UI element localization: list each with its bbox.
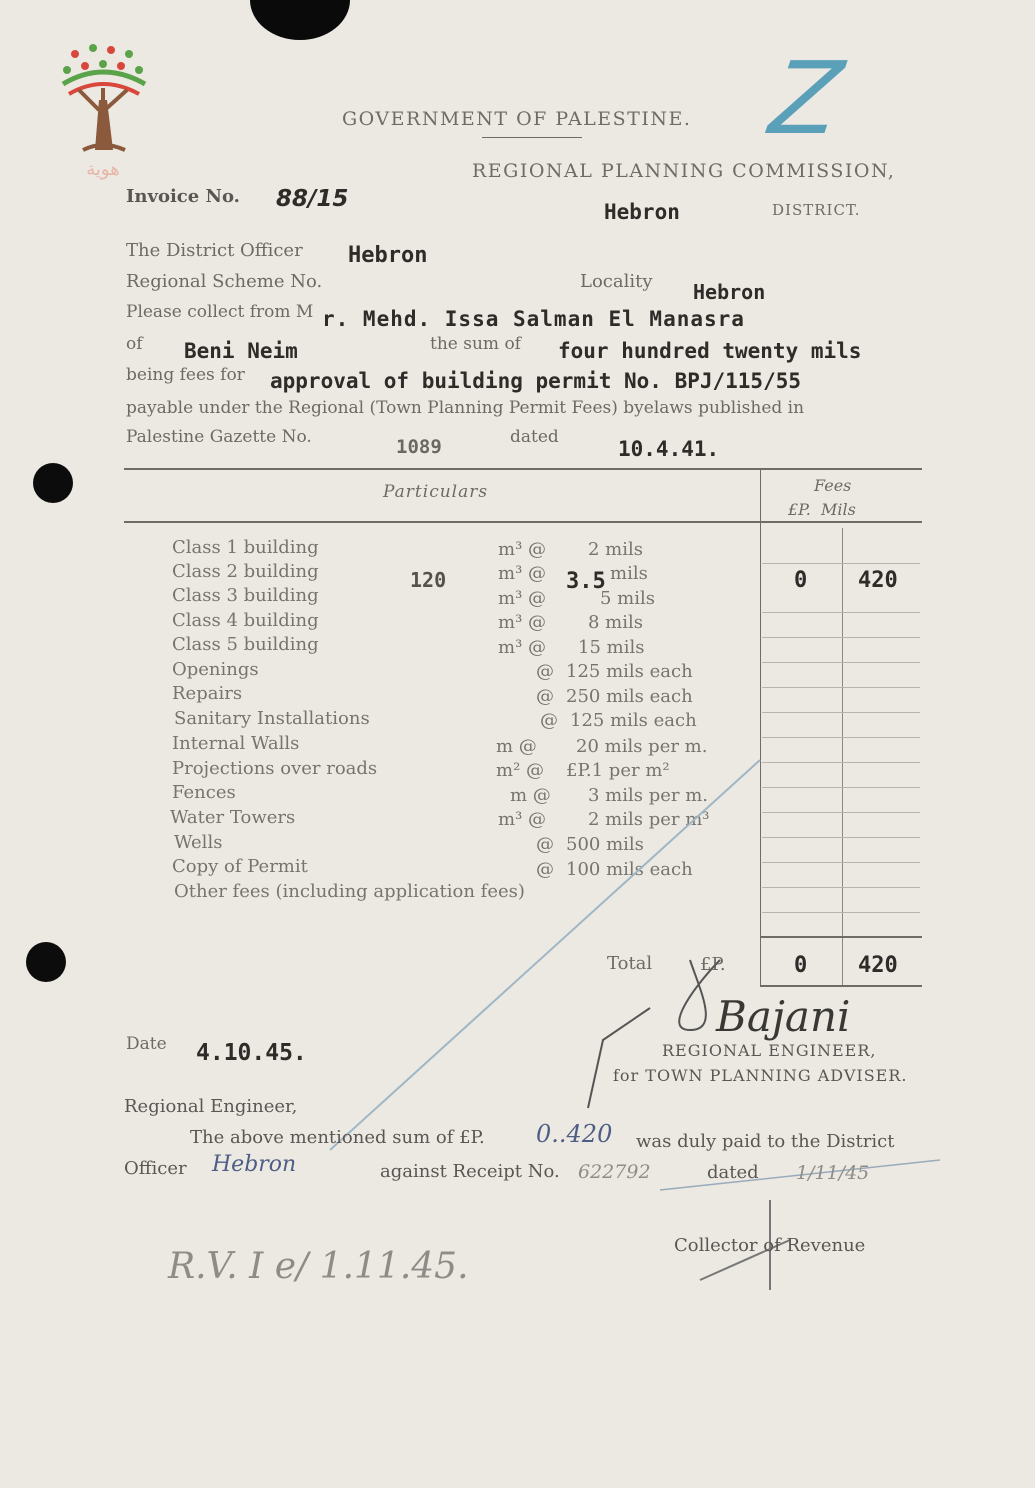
of-value: Beni Neim [184,339,298,363]
district-value: Hebron [604,200,680,224]
row-unit: m³ @ [498,539,547,560]
gazette-date: 10.4.41. [618,437,720,461]
row-label: Class 3 building [172,585,319,606]
row-unit: @ [536,686,554,707]
row-rate: 250 mils each [566,686,693,707]
collect-from-label: Please collect from M [126,302,314,322]
row-rate: 15 mils [578,637,645,658]
locality-value: Hebron [693,280,766,304]
row-label: Water Towers [170,807,296,828]
invoice-label: Invoice No. [126,186,240,207]
row-unit: @ [540,710,558,731]
locality-label: Locality [580,271,653,292]
date-value: 4.10.45. [196,1040,307,1066]
row-label: Repairs [172,683,243,704]
row-label: Class 2 building [172,561,319,582]
row-unit: m³ @ [498,588,547,609]
corner-mark: Z [763,40,849,157]
row-unit: @ [536,859,554,880]
being-fees-label: being fees for [126,365,245,385]
row-rate: 3 mils per m. [588,785,709,806]
paid-text-prefix: The above mentioned sum of £P. [190,1127,485,1148]
of-label: of [126,334,143,354]
regional-scheme-label: Regional Scheme No. [126,271,323,292]
row-unit: m³ @ [498,563,547,584]
row-rate: 5 mils [600,588,655,609]
row-label: Internal Walls [172,733,300,754]
total-pounds: 0 [794,953,808,978]
being-fees-value: approval of building permit No. BPJ/115/55 [270,369,802,393]
engineer-signature: Bajani [716,992,851,1041]
district-label: DISTRICT. [772,201,861,219]
row-rate: 2 mils per m³ [588,809,710,830]
row-rate: 8 mils [588,612,643,633]
row-fee-pounds: 0 [794,568,808,593]
total-currency: £P. [700,954,726,975]
commission-heading: REGIONAL PLANNING COMMISSION, [472,160,896,182]
row-unit: m @ [496,736,537,757]
regional-engineer-title: REGIONAL ENGINEER, [662,1041,877,1060]
district-officer-value: Hebron [348,243,428,268]
row-rate: 20 mils per m. [576,736,708,757]
particulars-header: Particulars [383,482,489,502]
row-label: Sanitary Installations [174,708,370,729]
row-label: Fences [172,782,236,803]
date-label: Date [126,1034,167,1054]
row-label: Projections over roads [172,758,378,779]
invoice-number: 88/15 [276,186,349,212]
rv-note: R.V. I e/ 1.11.45. [168,1246,469,1287]
row-rate: 125 mils each [570,710,697,731]
total-mils: 420 [858,953,898,978]
row-rate: 2 mils [588,539,643,560]
total-label: Total [607,953,653,974]
fees-subheader: £P. Mils [788,500,856,519]
row-label: Wells [174,832,223,853]
row-unit: m³ @ [498,809,547,830]
payable-text: payable under the Regional (Town Planning Permit Fees) byelaws published in [126,398,805,418]
row-rate: 125 mils each [566,661,693,682]
row-unit: m² @ [496,760,545,781]
collect-from-value: r. Mehd. Issa Salman El Manasra [322,307,745,331]
row-label: Class 4 building [172,610,319,631]
gazette-dated-label: dated [510,427,559,447]
receipt-dated-label: dated [707,1162,759,1183]
row-rate-fill: 3.5 [566,569,606,594]
paid-text-suffix: was duly paid to the District [636,1131,895,1152]
addressee-label: Regional Engineer, [124,1096,298,1117]
row-rate: £P.1 per m² [566,760,670,781]
row-unit: @ [536,834,554,855]
row-label: Copy of Permit [172,856,308,877]
row-unit: m³ @ [498,637,547,658]
receipt-label: against Receipt No. [380,1161,560,1182]
row-unit: m @ [510,785,551,806]
row-qty: 120 [410,568,447,592]
gazette-number: 1089 [396,436,442,458]
svg-text:هوية: هوية [86,159,120,180]
row-rate: 500 mils [566,834,644,855]
row-label: Openings [172,659,259,680]
officer-label: Officer [124,1158,187,1179]
row-fee-mils: 420 [858,568,898,593]
row-label: Class 1 building [172,537,319,558]
district-officer-label: The District Officer [126,240,303,261]
paid-amount: 0..420 [536,1120,613,1148]
receipt-number: 622792 [578,1161,651,1183]
town-planning-adviser-title: for TOWN PLANNING ADVISER. [613,1066,908,1085]
row-label: Other fees (including application fees) [174,881,525,902]
row-unit: @ [536,661,554,682]
receipt-date: 1/11/45 [796,1162,870,1184]
government-heading: GOVERNMENT OF PALESTINE. [342,108,692,130]
gazette-label: Palestine Gazette No. [126,427,312,447]
row-label: Class 5 building [172,634,319,655]
row-unit: m³ @ [498,612,547,633]
fees-header: Fees [814,476,852,495]
row-rate: mils [610,563,648,584]
row-rate: 100 mils each [566,859,693,880]
collector-of-revenue: Collector of Revenue [674,1235,866,1256]
sum-of-label: the sum of [430,334,521,354]
officer-handwritten: Hebron [212,1152,297,1177]
sum-of-value: four hundred twenty mils [558,339,862,363]
